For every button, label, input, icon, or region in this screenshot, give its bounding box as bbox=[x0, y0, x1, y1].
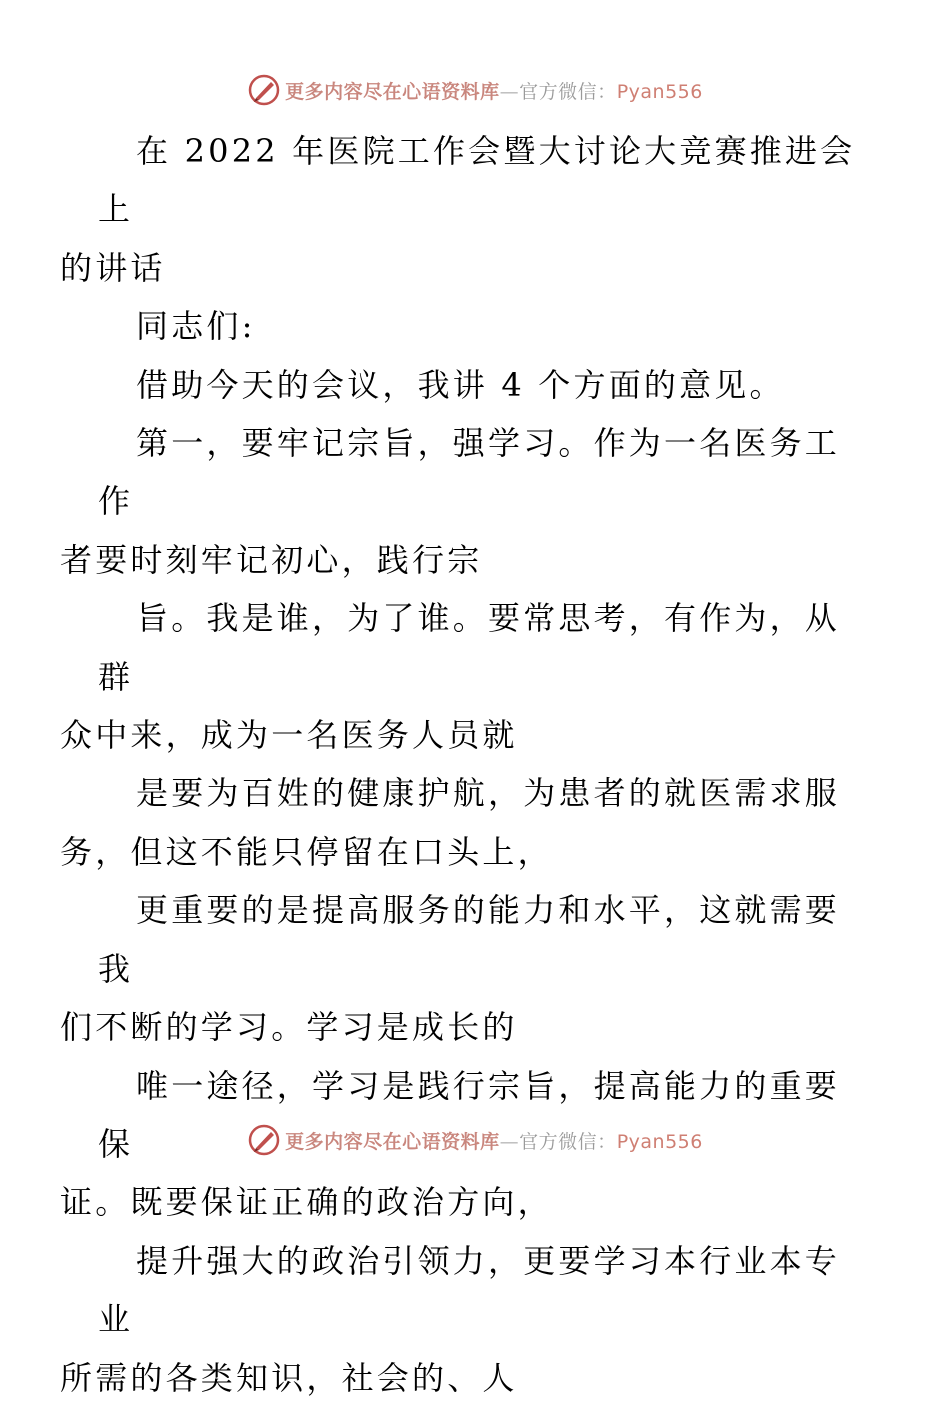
watermark-text: 更多内容尽在心语资料库—官方微信：Pyan556 bbox=[285, 80, 703, 103]
paragraph-1: 借助今天的会议，我讲 4 个方面的意见。 bbox=[136, 365, 785, 404]
salutation: 同志们: bbox=[136, 307, 256, 346]
paragraph-2: 第一，要牢记宗旨，强学习。作为一名医务工作 者要时刻牢记初心，践行宗 bbox=[60, 424, 841, 579]
pen-logo-icon bbox=[247, 73, 281, 107]
paragraph-7: 提升强大的政治引领力，更要学习本行业本专业 所需的各类知识，社会的、人 bbox=[60, 1241, 841, 1397]
paragraph-5: 更重要的是提高服务的能力和水平，这就需要我 们不断的学习。学习是成长的 bbox=[60, 891, 841, 1047]
watermark-text: 更多内容尽在心语资料库—官方微信：Pyan556 bbox=[285, 1130, 703, 1153]
paragraph-4: 是要为百姓的健康护航，为患者的就医需求服 务，但这不能只停留在口头上， bbox=[60, 774, 841, 871]
pen-logo-icon bbox=[247, 1123, 281, 1157]
footer-watermark bbox=[0, 1120, 950, 1160]
paragraph-3: 旨。我是谁，为了谁。要常思考，有作为，从群 众中来，成为一名医务人员就 bbox=[60, 599, 841, 755]
document-body bbox=[60, 122, 858, 1407]
header-watermark bbox=[0, 70, 950, 110]
paragraph-6: 唯一途径，学习是践行宗旨，提高能力的重要保 证。既要保证正确的政治方向， bbox=[60, 1066, 841, 1222]
document-title: 在 2022 年医院工作会暨大讨论大竞赛推进会上 的讲话 bbox=[60, 132, 856, 287]
